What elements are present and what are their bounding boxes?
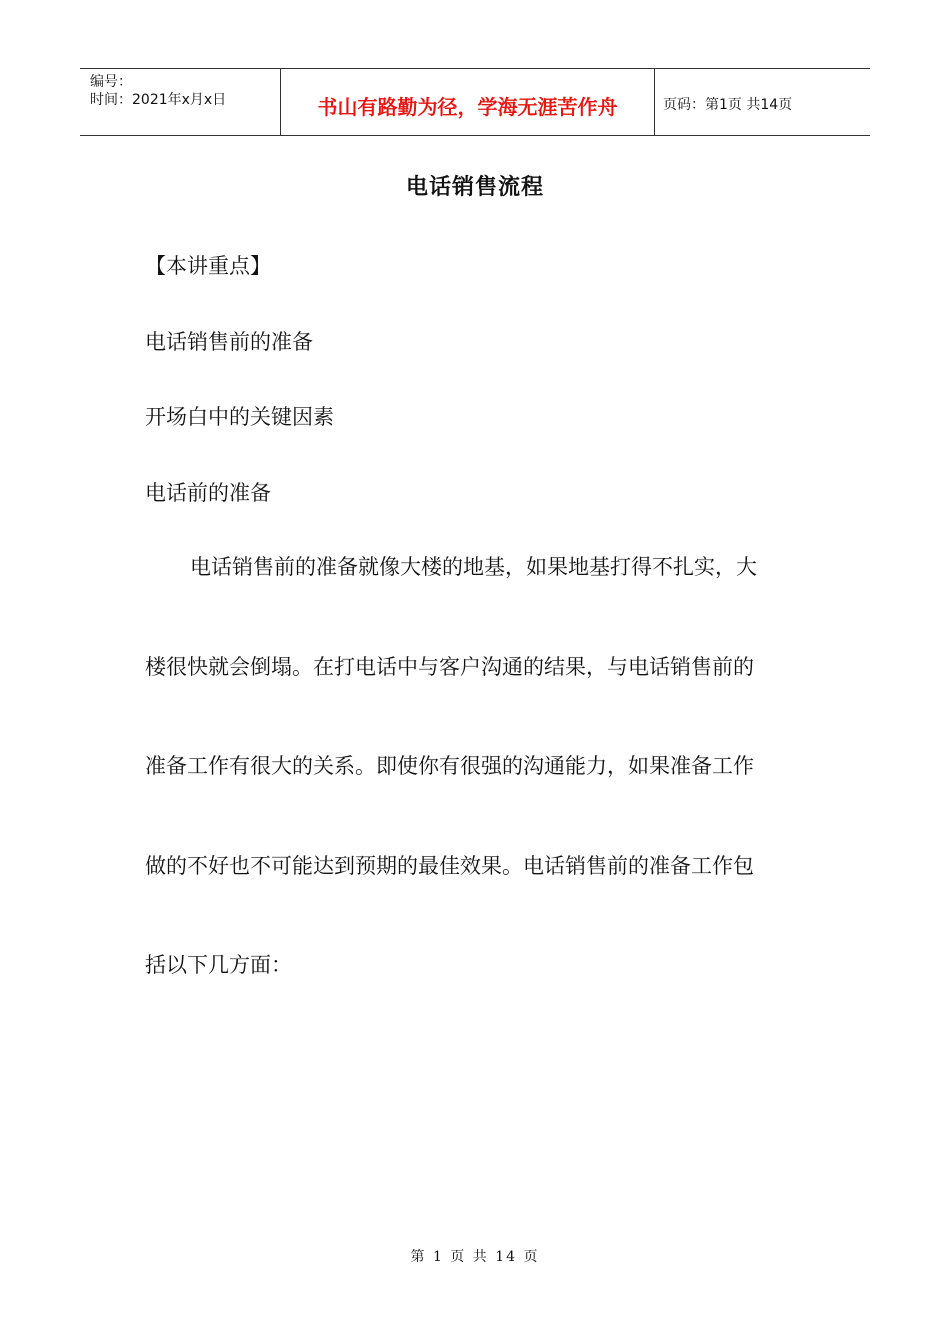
motto: 书山有路勤为径，学海无涯苦作舟: [317, 95, 618, 119]
paragraph-line: 电话销售前的准备就像大楼的地基，如果地基打得不扎实，大: [190, 555, 757, 579]
header-left-cell: [80, 69, 281, 135]
point-item: 电话前的准备: [145, 481, 271, 505]
page-code: 页码：第1页 共14页: [663, 97, 793, 113]
point-item: 电话销售前的准备: [145, 330, 313, 354]
header-table: [80, 68, 870, 136]
number-label: 编号：: [90, 74, 132, 90]
header-right-cell: [655, 69, 870, 135]
paragraph-line: 准备工作有很大的关系。即使你有很强的沟通能力，如果准备工作: [145, 754, 754, 778]
date-label: 时间：2021年x月x日: [90, 92, 227, 108]
paragraph-line: 做的不好也不可能达到预期的最佳效果。电话销售前的准备工作包: [145, 854, 754, 878]
document-title: 电话销售流程: [405, 174, 544, 200]
header-middle-cell: [281, 69, 655, 135]
paragraph-line: 楼很快就会倒塌。在打电话中与客户沟通的结果，与电话销售前的: [145, 655, 754, 679]
paragraph-line: 括以下几方面：: [145, 953, 292, 977]
footer-page-indicator: 第 1 页 共 14 页: [410, 1249, 540, 1265]
section-heading: 【本讲重点】: [145, 254, 271, 278]
point-item: 开场白中的关键因素: [145, 405, 334, 429]
